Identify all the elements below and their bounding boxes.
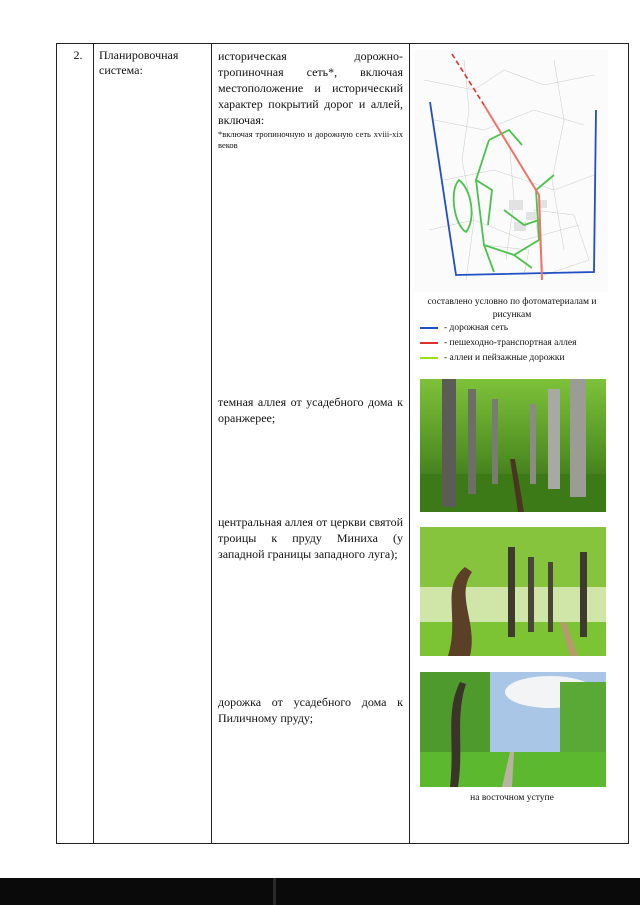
- legend-swatch-blue: [420, 327, 438, 329]
- photo-path-to-pond: [420, 672, 606, 787]
- column-divider-3: [409, 43, 410, 844]
- legend-swatch-red: [420, 342, 438, 344]
- item-path-to-pond: [218, 694, 403, 726]
- legend-label: - дорожная сеть: [444, 323, 509, 333]
- column-divider-1: [93, 43, 94, 844]
- column-divider-2: [211, 43, 212, 844]
- table-left-border: [56, 43, 57, 844]
- item-text: историческая дорожно-тропиночная сеть*, включая местоположение и исторический характер покрытий дорог и аллей, включая:: [218, 49, 403, 127]
- item-text: темная аллея от усадебного дома к оранжерее;: [218, 395, 403, 425]
- legend-item-roads: [420, 323, 508, 333]
- item-footnote: *включая тропиночную и дорожную сеть xviii-xix веков: [218, 129, 403, 150]
- table-right-border: [628, 43, 629, 844]
- photo-caption: на восточном уступе: [470, 793, 554, 803]
- legend-label: - аллеи и пейзажные дорожки: [444, 353, 565, 363]
- item-dark-alley: [218, 394, 403, 426]
- legend-swatch-green: [420, 357, 438, 359]
- photo-dark-alley: [420, 379, 606, 512]
- scan-edge-gap: [273, 878, 276, 905]
- row-number: 2.: [73, 48, 83, 62]
- scan-bottom-edge: [0, 878, 640, 905]
- table-top-border: [56, 43, 629, 44]
- photo-central-alley: [420, 527, 606, 656]
- table-bottom-border: [56, 843, 629, 844]
- legend-label: - пешеходно-транспортная аллея: [444, 338, 577, 348]
- system-name: Планировочная система:: [99, 48, 179, 77]
- map-caption: составлено условно по фотоматериалам и рисункам: [427, 297, 597, 320]
- road-network-map: [414, 50, 608, 292]
- item-text: дорожка от усадебного дома к Пиличному пруду;: [218, 695, 403, 725]
- item-historic-network: [218, 48, 403, 151]
- item-text: центральная аллея от церкви святой троицы к пруду Миниха (у западной границы западного луга);: [218, 515, 403, 561]
- legend-item-paths: [420, 353, 565, 363]
- item-central-alley: [218, 514, 403, 562]
- legend-item-alley: [420, 338, 577, 348]
